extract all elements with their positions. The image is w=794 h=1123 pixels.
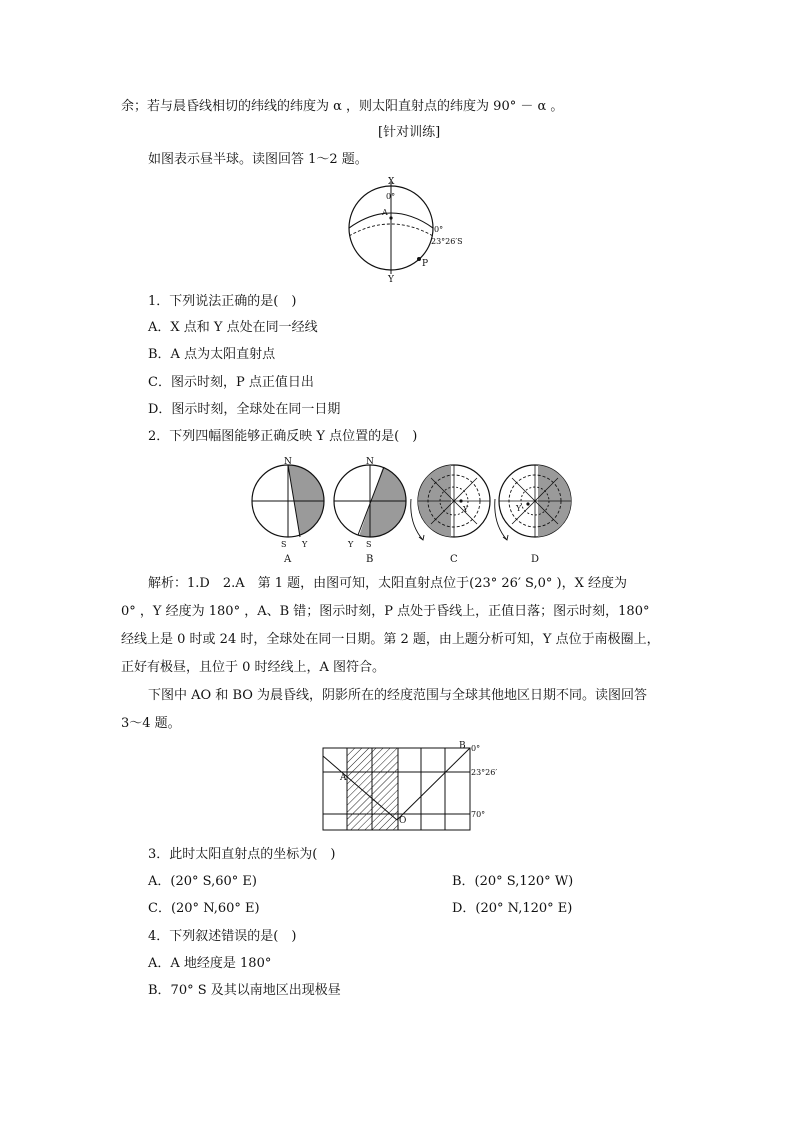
q4-option-a: A．A 地经度是 180°	[148, 956, 272, 971]
svg-text:N: N	[366, 457, 374, 467]
section-heading: [针对训练]	[378, 125, 441, 140]
q4-option-b: B．70° S 及其以南地区出现极昼	[148, 983, 341, 998]
option-c-diagram	[411, 462, 490, 565]
analysis-line-1: 解析：1.D 2.A 第 1 题，由图可知，太阳直射点位于(23° 26′ S,0° )，X 经度为	[148, 576, 627, 591]
label-a: A	[340, 773, 347, 783]
label-tropic: 23°26′S	[431, 237, 463, 246]
label-y: Y	[388, 275, 394, 285]
label-o: O	[399, 816, 407, 826]
svg-text:C: C	[450, 554, 458, 565]
intro-tail-text: 余；若与晨昏线相切的纬线的纬度为 α ，则太阳直射点的纬度为 90° － α 。	[121, 99, 564, 114]
option-d-diagram	[495, 462, 578, 565]
q1-option-b: B．A 点为太阳直射点	[148, 347, 276, 362]
svg-text:B: B	[366, 554, 374, 565]
q12-stem: 如图表示昼半球。读图回答 1～2 题。	[148, 152, 368, 167]
analysis-line-3: 经线上是 0 时或 24 时，全球处在同一日期。第 2 题，由上题分析可知，Y 点位于南极圈上，	[121, 632, 660, 647]
svg-text:S: S	[281, 540, 287, 549]
label-b: B	[459, 741, 466, 751]
label-a: A	[382, 208, 388, 217]
q3-option-c: C．(20° N,60° E)	[148, 901, 260, 916]
svg-text:Y: Y	[302, 540, 308, 549]
terminator-bo	[397, 748, 470, 820]
q1-option-c: C．图示时刻，P 点正值日出	[148, 375, 314, 390]
label-x: X	[388, 177, 395, 187]
q34-stem-line-1: 下图中 AO 和 BO 为晨昏线，阴影所在的经度范围与全球其他地区日期不同。读图回答	[148, 688, 648, 703]
q1-option-d: D．图示时刻，全球处在同一日期	[148, 402, 341, 417]
label-tropic: 23°26′	[471, 768, 498, 777]
figure-four-options	[245, 454, 585, 568]
label-p: P	[422, 259, 429, 269]
q3-stem: 3．此时太阳直射点的坐标为( )	[148, 847, 336, 862]
svg-text:Y: Y	[516, 504, 522, 513]
svg-text:D: D	[531, 554, 540, 565]
svg-text:Y: Y	[463, 505, 469, 514]
analysis-line-4: 正好有极昼，且位于 0 时经线上，A 图符合。	[121, 660, 386, 675]
q34-stem-line-2: 3～4 题。	[121, 716, 181, 731]
svg-text:S: S	[366, 540, 372, 549]
q1-stem: 1．下列说法正确的是( )	[148, 294, 297, 309]
point-a	[389, 216, 392, 219]
label-equator-deg: 0°	[434, 225, 444, 234]
option-a-diagram	[252, 457, 325, 565]
point-p	[417, 257, 421, 261]
label-70: 70°	[471, 810, 486, 819]
svg-text:Y: Y	[348, 540, 354, 549]
q3-option-b: B．(20° S,120° W)	[452, 874, 574, 889]
q2-stem: 2．下列四幅图能够正确反映 Y 点位置的是( )	[148, 429, 418, 444]
figure-grid-terminator	[315, 738, 505, 838]
analysis-line-2: 0° ，Y 经度为 180° ，A、B 错；图示时刻，P 点处于昏线上，正值日落；图示时刻，180°	[121, 604, 650, 619]
q3-option-d: D．(20° N,120° E)	[452, 901, 573, 916]
label-b-deg: 0°	[471, 744, 481, 753]
label-x-deg: 0°	[386, 192, 396, 201]
option-b-diagram	[334, 457, 408, 565]
q3-option-a: A．(20° S,60° E)	[148, 874, 257, 889]
figure-day-hemisphere	[330, 172, 510, 287]
q4-stem: 4．下列叙述错误的是( )	[148, 929, 297, 944]
svg-text:N: N	[284, 457, 292, 467]
q1-option-a: A．X 点和 Y 点处在同一经线	[148, 320, 318, 335]
svg-text:A: A	[284, 554, 292, 565]
